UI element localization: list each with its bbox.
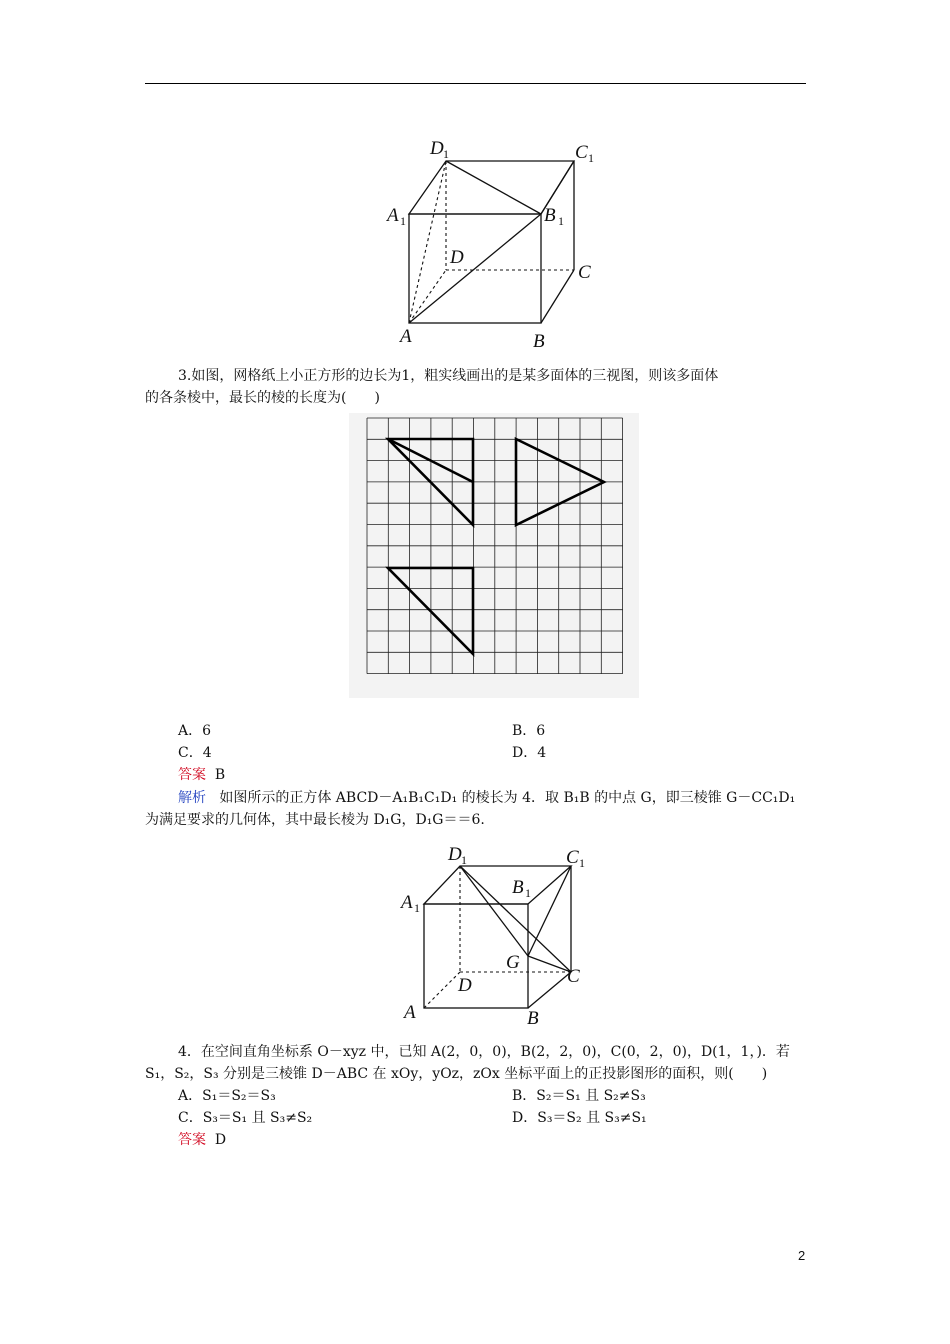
q4-text-line2: S₁，S₂，S₃ 分别是三棱锥 D－ABC 在 xOy，yOz，zOx 坐标平面上的正投影图形的面积，则( ): [145, 1066, 768, 1082]
cube2-top-face: [424, 866, 571, 904]
edge-GC: [528, 956, 571, 972]
label-B: B: [533, 331, 545, 352]
q4-text-line1: 4．在空间直角坐标系 O－xyz 中，已知 A(2，0，0)，B(2，2，0)，C(0，2，0)，D(1，1，)．若: [178, 1044, 790, 1060]
header-rule: [145, 83, 806, 84]
svg-text:1: 1: [579, 856, 585, 870]
label-C1: C: [575, 142, 588, 163]
q4-option-B: B．S₂＝S₁ 且 S₂≠S₃: [512, 1088, 646, 1104]
label2-G: G: [506, 952, 520, 973]
label2-B: B: [527, 1008, 539, 1028]
q3-answer-value: B: [214, 767, 226, 783]
svg-text:1: 1: [588, 151, 594, 165]
edge-GC1: [528, 866, 571, 956]
label2-C: C: [567, 966, 580, 987]
q3-answer-label: 答案: [178, 767, 206, 783]
q4-option-D: D．S₃＝S₂ 且 S₃≠S₁: [512, 1110, 647, 1126]
svg-text:1: 1: [443, 147, 449, 161]
label2-A: A: [404, 1002, 416, 1023]
q4-answer-row: [178, 1129, 226, 1151]
q4-answer-value: D: [214, 1132, 227, 1148]
label2-D1: D: [448, 844, 462, 865]
q3-option-A: A．6: [178, 723, 212, 739]
label-A1: A: [387, 205, 399, 226]
q4-option-A: A．S₁＝S₂＝S₃: [178, 1088, 276, 1104]
three-view-grid-figure: [349, 413, 639, 698]
page-number: 2: [798, 1248, 806, 1263]
cube-figure-2: [396, 838, 606, 1028]
q3-analysis-row: [178, 787, 795, 809]
svg-text:1: 1: [525, 886, 531, 900]
q3-text-line1: 3.如图，网格纸上小正方形的边长为1，粗实线画出的是某多面体的三视图，则该多面体: [178, 368, 719, 384]
q3-option-D: D．4: [512, 745, 547, 761]
label2-C1: C: [566, 847, 579, 868]
label2-B1: B: [512, 877, 524, 898]
q3-option-C: C．4: [178, 745, 212, 761]
q4-answer-label: 答案: [178, 1132, 206, 1148]
cube-figure-1: [370, 125, 610, 355]
svg-text:1: 1: [461, 853, 467, 867]
q3-analysis-line2: 为满足要求的几何体，其中最长棱为 D₁G，D₁G＝＝6.: [145, 812, 485, 828]
q3-analysis-line1: 如图所示的正方体 ABCD－A₁B₁C₁D₁ 的棱长为 4．取 B₁B 的中点 G，即三棱锥 G－CC₁D₁: [219, 790, 796, 806]
q4-option-C: C．S₃＝S₁ 且 S₃≠S₂: [178, 1110, 313, 1126]
cube1-diagonal-AB1: [409, 214, 541, 323]
svg-text:1: 1: [558, 214, 564, 228]
svg-text:1: 1: [400, 214, 406, 228]
label2-A1: A: [401, 892, 413, 913]
q3-option-B: B．6: [512, 723, 546, 739]
q3-text-line2: 的各条棱中，最长的棱的长度为( ): [145, 390, 380, 406]
q3-answer-row: [178, 764, 225, 786]
svg-text:1: 1: [414, 901, 420, 915]
label-A: A: [400, 326, 412, 347]
q3-analysis-label: 解析: [178, 790, 206, 806]
label-C: C: [578, 262, 591, 283]
label-B1: B: [544, 205, 556, 226]
label-D: D: [450, 247, 464, 268]
label-D1: D: [430, 138, 444, 159]
label2-D: D: [458, 975, 472, 996]
